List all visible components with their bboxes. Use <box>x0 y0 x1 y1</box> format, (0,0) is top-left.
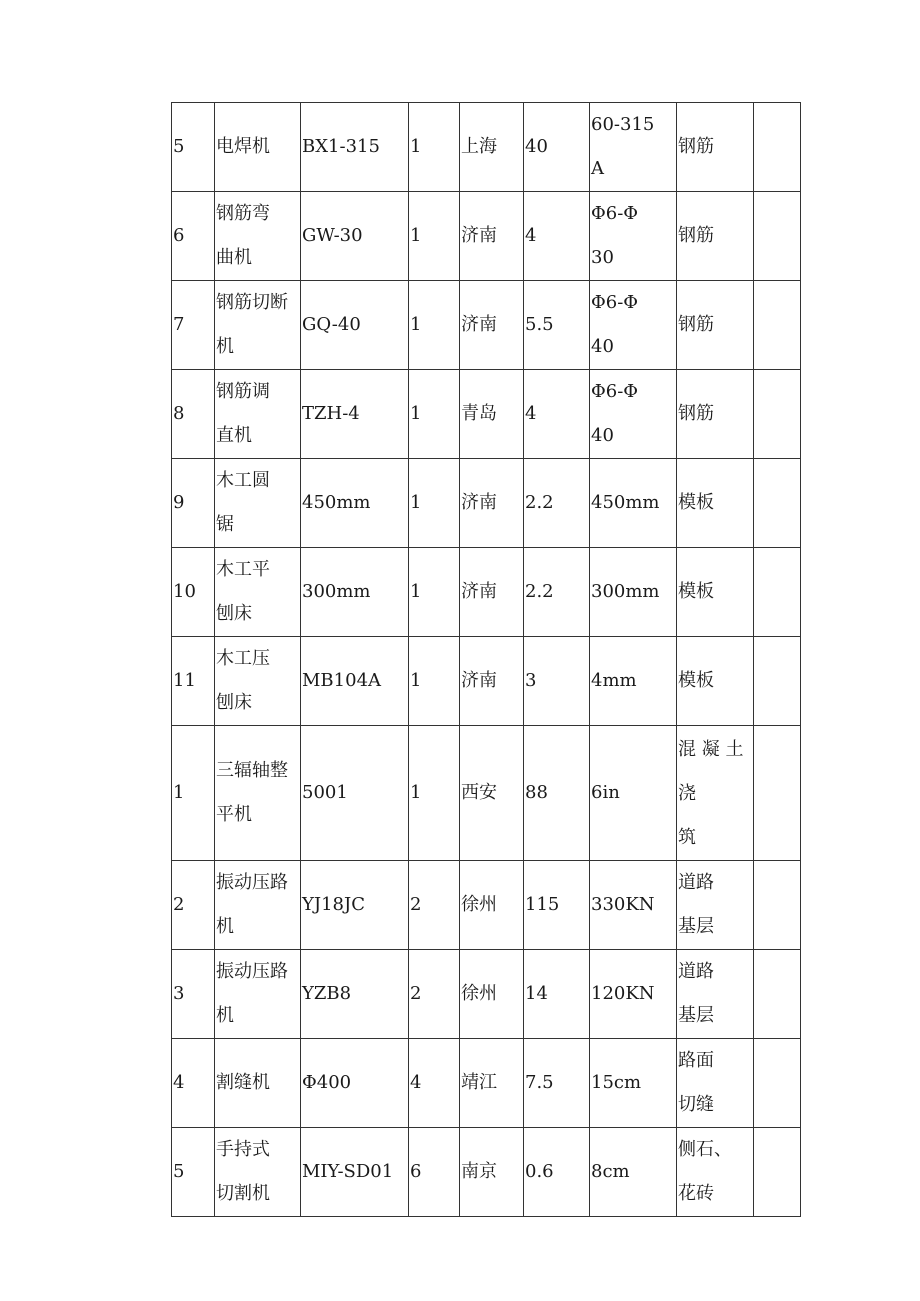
remark-cell <box>754 1128 801 1217</box>
capacity-cell: 6in <box>590 726 677 861</box>
remark-cell <box>754 861 801 950</box>
rated-power-cell: 4 <box>524 370 590 459</box>
remark-cell <box>754 950 801 1039</box>
origin-place-cell: 徐州 <box>460 861 524 950</box>
table-body <box>172 103 801 1217</box>
capacity-cell: 8cm <box>590 1128 677 1217</box>
table-row <box>172 1039 801 1128</box>
table-row <box>172 726 801 861</box>
equipment-name-cell: 割缝机 <box>215 1039 301 1128</box>
capacity-cell: 4mm <box>590 637 677 726</box>
equipment-name-cell: 钢筋弯 曲机 <box>215 192 301 281</box>
usage-cell: 混 凝 土 浇 筑 <box>677 726 754 861</box>
equipment-name-cell: 电焊机 <box>215 103 301 192</box>
row-number-cell: 4 <box>172 1039 215 1128</box>
equipment-name-cell: 振动压路 机 <box>215 861 301 950</box>
origin-place-cell: 济南 <box>460 281 524 370</box>
equipment-name-cell: 钢筋切断 机 <box>215 281 301 370</box>
row-number-cell: 5 <box>172 1128 215 1217</box>
row-number-cell: 9 <box>172 459 215 548</box>
quantity-cell: 2 <box>409 861 460 950</box>
row-number-cell: 1 <box>172 726 215 861</box>
row-number-cell: 10 <box>172 548 215 637</box>
origin-place-cell: 济南 <box>460 192 524 281</box>
quantity-cell: 1 <box>409 103 460 192</box>
origin-place-cell: 西安 <box>460 726 524 861</box>
model-spec-cell: YZB8 <box>301 950 409 1039</box>
capacity-cell: Φ6-Φ 40 <box>590 281 677 370</box>
equipment-name-cell: 木工平 刨床 <box>215 548 301 637</box>
capacity-cell: 450mm <box>590 459 677 548</box>
table-row <box>172 1128 801 1217</box>
model-spec-cell: BX1-315 <box>301 103 409 192</box>
rated-power-cell: 115 <box>524 861 590 950</box>
quantity-cell: 1 <box>409 548 460 637</box>
model-spec-cell: Φ400 <box>301 1039 409 1128</box>
remark-cell <box>754 548 801 637</box>
capacity-cell: Φ6-Φ 40 <box>590 370 677 459</box>
rated-power-cell: 7.5 <box>524 1039 590 1128</box>
origin-place-cell: 靖江 <box>460 1039 524 1128</box>
remark-cell <box>754 726 801 861</box>
quantity-cell: 1 <box>409 459 460 548</box>
remark-cell <box>754 192 801 281</box>
model-spec-cell: 5001 <box>301 726 409 861</box>
table-row <box>172 861 801 950</box>
usage-cell: 钢筋 <box>677 192 754 281</box>
usage-cell: 侧石、 花砖 <box>677 1128 754 1217</box>
row-number-cell: 3 <box>172 950 215 1039</box>
model-spec-cell: 300mm <box>301 548 409 637</box>
table-row <box>172 548 801 637</box>
usage-cell: 钢筋 <box>677 103 754 192</box>
remark-cell <box>754 637 801 726</box>
origin-place-cell: 济南 <box>460 548 524 637</box>
quantity-cell: 1 <box>409 370 460 459</box>
table-row <box>172 103 801 192</box>
origin-place-cell: 南京 <box>460 1128 524 1217</box>
rated-power-cell: 2.2 <box>524 459 590 548</box>
equipment-name-cell: 三辐轴整 平机 <box>215 726 301 861</box>
remark-cell <box>754 459 801 548</box>
rated-power-cell: 5.5 <box>524 281 590 370</box>
rated-power-cell: 4 <box>524 192 590 281</box>
rated-power-cell: 2.2 <box>524 548 590 637</box>
model-spec-cell: MIY-SD01 <box>301 1128 409 1217</box>
capacity-cell: Φ6-Φ 30 <box>590 192 677 281</box>
table-row <box>172 459 801 548</box>
capacity-cell: 15cm <box>590 1039 677 1128</box>
row-number-cell: 7 <box>172 281 215 370</box>
table-row <box>172 370 801 459</box>
equipment-name-cell: 手持式 切割机 <box>215 1128 301 1217</box>
row-number-cell: 5 <box>172 103 215 192</box>
origin-place-cell: 上海 <box>460 103 524 192</box>
table-row <box>172 192 801 281</box>
rated-power-cell: 3 <box>524 637 590 726</box>
usage-cell: 模板 <box>677 459 754 548</box>
capacity-cell: 60-315 A <box>590 103 677 192</box>
row-number-cell: 8 <box>172 370 215 459</box>
rated-power-cell: 0.6 <box>524 1128 590 1217</box>
origin-place-cell: 济南 <box>460 637 524 726</box>
model-spec-cell: YJ18JC <box>301 861 409 950</box>
table-row <box>172 950 801 1039</box>
usage-cell: 模板 <box>677 548 754 637</box>
equipment-name-cell: 木工圆 锯 <box>215 459 301 548</box>
quantity-cell: 1 <box>409 726 460 861</box>
equipment-name-cell: 木工压 刨床 <box>215 637 301 726</box>
rated-power-cell: 40 <box>524 103 590 192</box>
rated-power-cell: 14 <box>524 950 590 1039</box>
model-spec-cell: TZH-4 <box>301 370 409 459</box>
row-number-cell: 6 <box>172 192 215 281</box>
equipment-name-cell: 振动压路 机 <box>215 950 301 1039</box>
model-spec-cell: GW-30 <box>301 192 409 281</box>
remark-cell <box>754 370 801 459</box>
remark-cell <box>754 281 801 370</box>
model-spec-cell: 450mm <box>301 459 409 548</box>
quantity-cell: 6 <box>409 1128 460 1217</box>
usage-cell: 模板 <box>677 637 754 726</box>
origin-place-cell: 青岛 <box>460 370 524 459</box>
remark-cell <box>754 103 801 192</box>
model-spec-cell: MB104A <box>301 637 409 726</box>
usage-cell: 道路 基层 <box>677 950 754 1039</box>
quantity-cell: 1 <box>409 192 460 281</box>
table-row <box>172 281 801 370</box>
table-row <box>172 637 801 726</box>
origin-place-cell: 徐州 <box>460 950 524 1039</box>
remark-cell <box>754 1039 801 1128</box>
capacity-cell: 120KN <box>590 950 677 1039</box>
rated-power-cell: 88 <box>524 726 590 861</box>
model-spec-cell: GQ-40 <box>301 281 409 370</box>
usage-cell: 钢筋 <box>677 370 754 459</box>
capacity-cell: 300mm <box>590 548 677 637</box>
quantity-cell: 1 <box>409 637 460 726</box>
usage-cell: 钢筋 <box>677 281 754 370</box>
row-number-cell: 11 <box>172 637 215 726</box>
quantity-cell: 4 <box>409 1039 460 1128</box>
equipment-name-cell: 钢筋调 直机 <box>215 370 301 459</box>
equipment-table <box>171 102 801 1217</box>
origin-place-cell: 济南 <box>460 459 524 548</box>
quantity-cell: 1 <box>409 281 460 370</box>
capacity-cell: 330KN <box>590 861 677 950</box>
usage-cell: 道路 基层 <box>677 861 754 950</box>
row-number-cell: 2 <box>172 861 215 950</box>
quantity-cell: 2 <box>409 950 460 1039</box>
usage-cell: 路面 切缝 <box>677 1039 754 1128</box>
